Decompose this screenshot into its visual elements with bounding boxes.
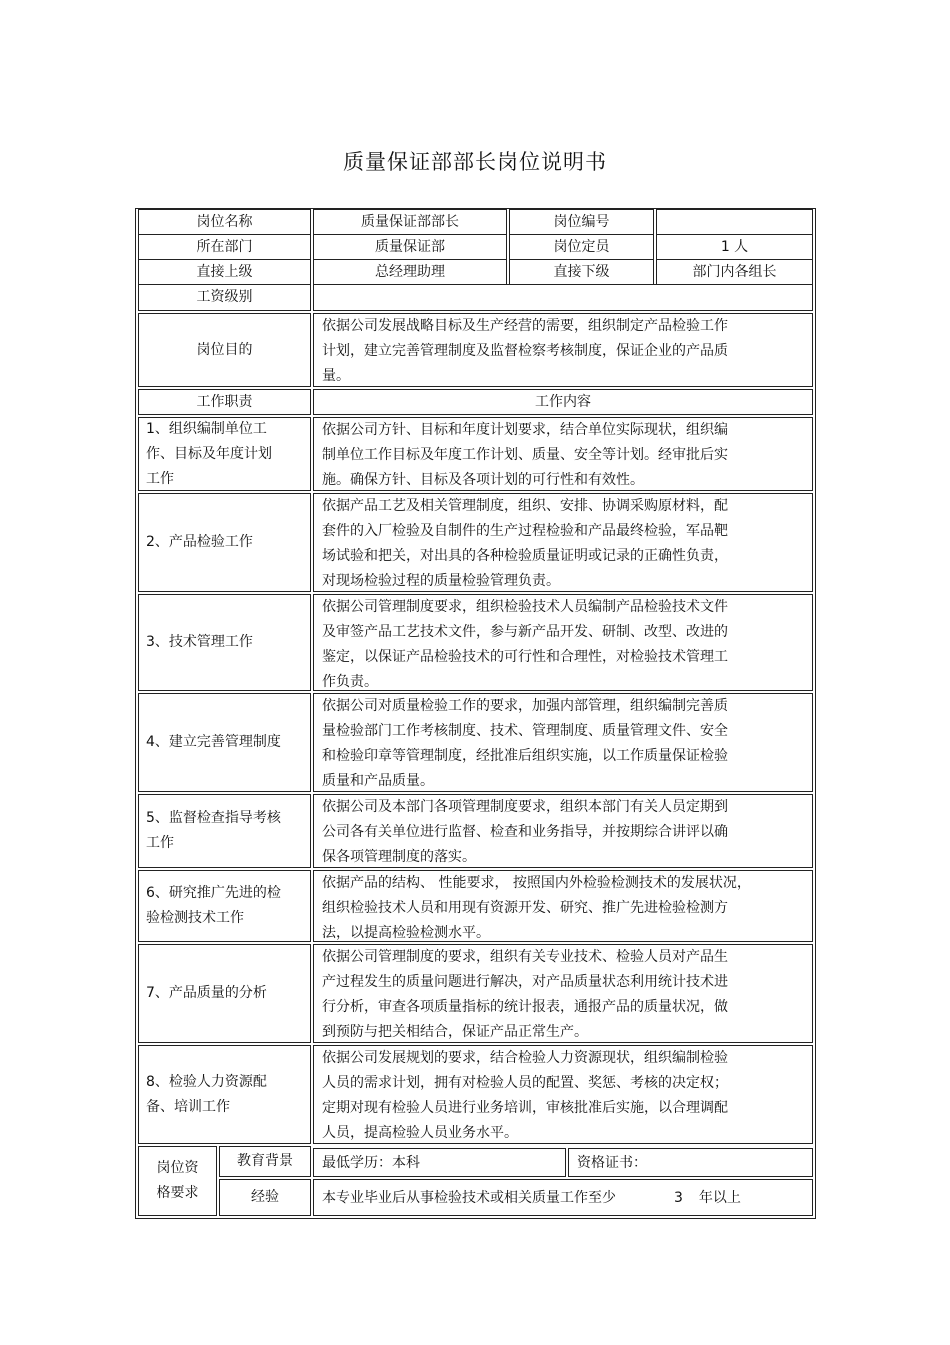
exp-unit: 年以上	[698, 1190, 741, 1206]
duty-title-line: 验检测技术工作	[146, 910, 244, 926]
duty-content	[313, 944, 813, 1043]
duty-line: 施。确保方针、目标及各项计划的可行性和有效性。	[322, 472, 644, 488]
duty-title-line: 备、培训工作	[146, 1098, 230, 1115]
salary-label: 工资级别	[138, 284, 311, 311]
duty-line: 依据公司对质量检验工作的要求，加强内部管理，组织编制完善质	[322, 698, 728, 714]
duties-header-right: 工作内容	[313, 389, 813, 415]
superior-label: 直接上级	[138, 259, 311, 285]
duty-title	[138, 594, 311, 691]
exp-label: 经验	[219, 1179, 311, 1216]
duty-title	[138, 693, 311, 792]
duty-title-line: 3、技术管理工作	[146, 634, 253, 650]
qualification-label-line: 格要求	[156, 1185, 199, 1201]
duty-content	[313, 417, 813, 491]
duty-line: 场试验和把关，对出具的各种检验质量证明或记录的正确性负责，	[322, 548, 728, 564]
purpose-text	[313, 313, 813, 387]
subordinate-value: 部门内各组长	[656, 259, 813, 285]
duty-line: 依据公司管理制度要求，组织检验技术人员编制产品检验技术文件	[322, 599, 728, 615]
duty-line: 到预防与把关相结合，保证产品正常生产。	[322, 1024, 588, 1040]
cert-cell	[568, 1148, 813, 1177]
duty-title-line: 7、产品质量的分析	[146, 985, 267, 1001]
exp-value: 本专业毕业后从事检验技术或相关质量工作至少	[322, 1190, 616, 1206]
duty-content	[313, 870, 813, 942]
quota-value: 1 人	[656, 234, 813, 260]
post-no-label: 岗位编号	[509, 209, 654, 235]
duty-line: 依据公司管理制度的要求，组织有关专业技术、检验人员对产品生	[322, 949, 728, 965]
quota-label: 岗位定员	[509, 234, 654, 260]
duty-line: 及审签产品工艺技术文件，参与新产品开发、研制、改型、改进的	[322, 624, 728, 640]
duty-content	[313, 794, 813, 868]
duty-line: 人员的需求计划，拥有对检验人员的配置、奖惩、考核的决定权；	[322, 1075, 728, 1091]
duty-line: 依据公司发展规划的要求，结合检验人力资源现状，组织编制检验	[322, 1050, 728, 1066]
duty-title	[138, 944, 311, 1043]
duty-line: 组织检验技术人员和用现有资源开发、研究、推广先进检验检测方	[322, 900, 728, 916]
post-name-value: 质量保证部部长	[313, 209, 507, 235]
duty-line: 人员，提高检验人员业务水平。	[322, 1125, 518, 1141]
edu-label: 教育背景	[219, 1146, 311, 1177]
duty-line: 依据产品工艺及相关管理制度，组织、安排、协调采购原材料，配	[322, 498, 728, 514]
qualification-label	[138, 1146, 217, 1216]
duty-title-line: 4、建立完善管理制度	[146, 734, 281, 750]
duty-line: 产过程发生的质量问题进行解决，对产品质量状态利用统计技术进	[322, 974, 728, 990]
duty-line: 依据公司方针、目标和年度计划要求，结合单位实际现状，组织编	[322, 422, 728, 438]
duty-title-line: 6、研究推广先进的检	[146, 885, 281, 901]
edu-value: 最低学历：本科	[313, 1148, 566, 1177]
duty-title-line: 2、产品检验工作	[146, 534, 253, 550]
duty-title-line: 作、目标及年度计划	[146, 445, 272, 462]
duty-title	[138, 417, 311, 491]
exp-years: 3	[674, 1190, 683, 1206]
subordinate-label: 直接下级	[509, 259, 654, 285]
duty-line: 作负责。	[322, 674, 378, 690]
duty-content	[313, 493, 813, 592]
duty-title-line: 5、监督检查指导考核	[146, 810, 281, 826]
duty-content	[313, 693, 813, 792]
purpose-line: 依据公司发展战略目标及生产经营的需要，组织制定产品检验工作	[322, 318, 728, 334]
duty-line: 公司各有关单位进行监督、检查和业务指导，并按期综合讲评以确	[322, 824, 728, 840]
duty-title	[138, 1045, 311, 1144]
duty-line: 定期对现有检验人员进行业务培训，审核批准后实施，以合理调配	[322, 1100, 728, 1116]
duty-title	[138, 870, 311, 942]
duty-title-line: 工作	[146, 470, 174, 487]
duty-title-line: 工作	[146, 835, 174, 851]
duties-header-left: 工作职责	[138, 389, 311, 415]
duty-line: 行分析，审查各项质量指标的统计报表，通报产品的质量状况，做	[322, 999, 728, 1015]
qualification-label-line: 岗位资	[156, 1160, 199, 1176]
duty-line: 质量和产品质量。	[322, 773, 434, 789]
post-no-value	[656, 209, 813, 235]
post-name-label: 岗位名称	[138, 209, 311, 235]
dept-value: 质量保证部	[313, 234, 507, 260]
salary-value	[313, 284, 813, 311]
superior-value: 总经理助理	[313, 259, 507, 285]
page-title: 质量保证部部长岗位说明书	[343, 150, 607, 174]
duty-line: 依据公司及本部门各项管理制度要求，组织本部门有关人员定期到	[322, 799, 728, 815]
duty-line: 保各项管理制度的落实。	[322, 849, 476, 865]
purpose-label: 岗位目的	[138, 313, 311, 387]
exp-value-cell	[313, 1179, 813, 1216]
duty-line: 量检验部门工作考核制度、技术、管理制度、质量管理文件、安全	[322, 723, 728, 739]
duty-line: 制单位工作目标及年度工作计划、质量、安全等计划。经审批后实	[322, 447, 728, 463]
duty-title	[138, 794, 311, 868]
duty-title	[138, 493, 311, 592]
duty-line: 法，以提高检验检测水平。	[322, 925, 490, 941]
duty-title-line: 1、组织编制单位工	[146, 420, 267, 437]
duty-line: 对现场检验过程的质量检验管理负责。	[322, 573, 560, 589]
duty-line: 套件的入厂检验及自制件的生产过程检验和产品最终检验，军品靶	[322, 523, 728, 539]
duty-line: 和检验印章等管理制度，经批准后组织实施，以工作质量保证检验	[322, 748, 728, 764]
purpose-line: 计划，建立完善管理制度及监督检察考核制度，保证企业的产品质	[322, 343, 728, 359]
duty-line: 依据产品的结构、 性能要求， 按照国内外检验检测技术的发展状况，	[322, 875, 751, 891]
purpose-line: 量。	[322, 368, 350, 384]
duty-line: 鉴定，以保证产品检验技术的可行性和合理性，对检验技术管理工	[322, 649, 728, 665]
dept-label: 所在部门	[138, 234, 311, 260]
duty-title-line: 8、检验人力资源配	[146, 1073, 267, 1090]
cert-label: 资格证书：	[577, 1155, 647, 1171]
duty-content	[313, 594, 813, 691]
duty-content	[313, 1045, 813, 1144]
